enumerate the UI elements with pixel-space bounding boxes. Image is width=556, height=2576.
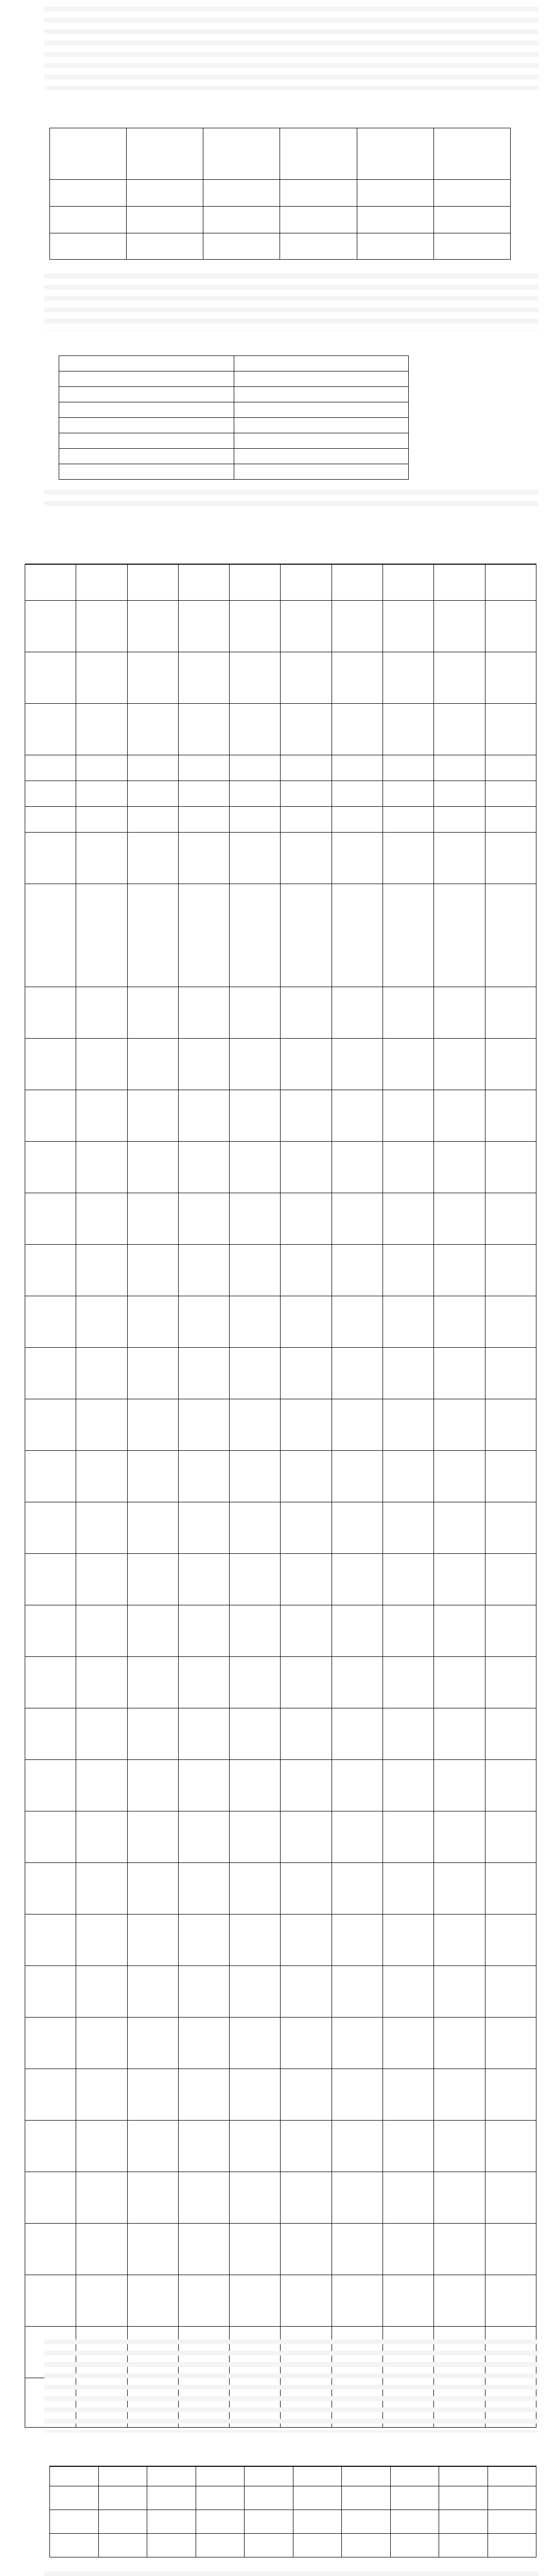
mobile-staff-table bbox=[49, 2466, 536, 2557]
notes-instruments bbox=[44, 270, 538, 331]
other-results-table bbox=[59, 355, 409, 480]
section-heading-staff bbox=[25, 519, 282, 535]
fixed-staff-table bbox=[25, 564, 536, 2428]
section-heading-instruments bbox=[49, 108, 255, 121]
section-heading-other-results bbox=[49, 344, 204, 357]
instruments-table bbox=[49, 128, 511, 260]
notes-other-results bbox=[44, 486, 538, 511]
notes-papers-works bbox=[44, 3, 538, 90]
subsection-heading-fixed-staff bbox=[28, 543, 245, 556]
subsection-heading-mobile-staff bbox=[28, 2442, 245, 2455]
notes-mobile-staff bbox=[44, 2568, 538, 2576]
notes-fixed-staff bbox=[44, 2336, 538, 2433]
